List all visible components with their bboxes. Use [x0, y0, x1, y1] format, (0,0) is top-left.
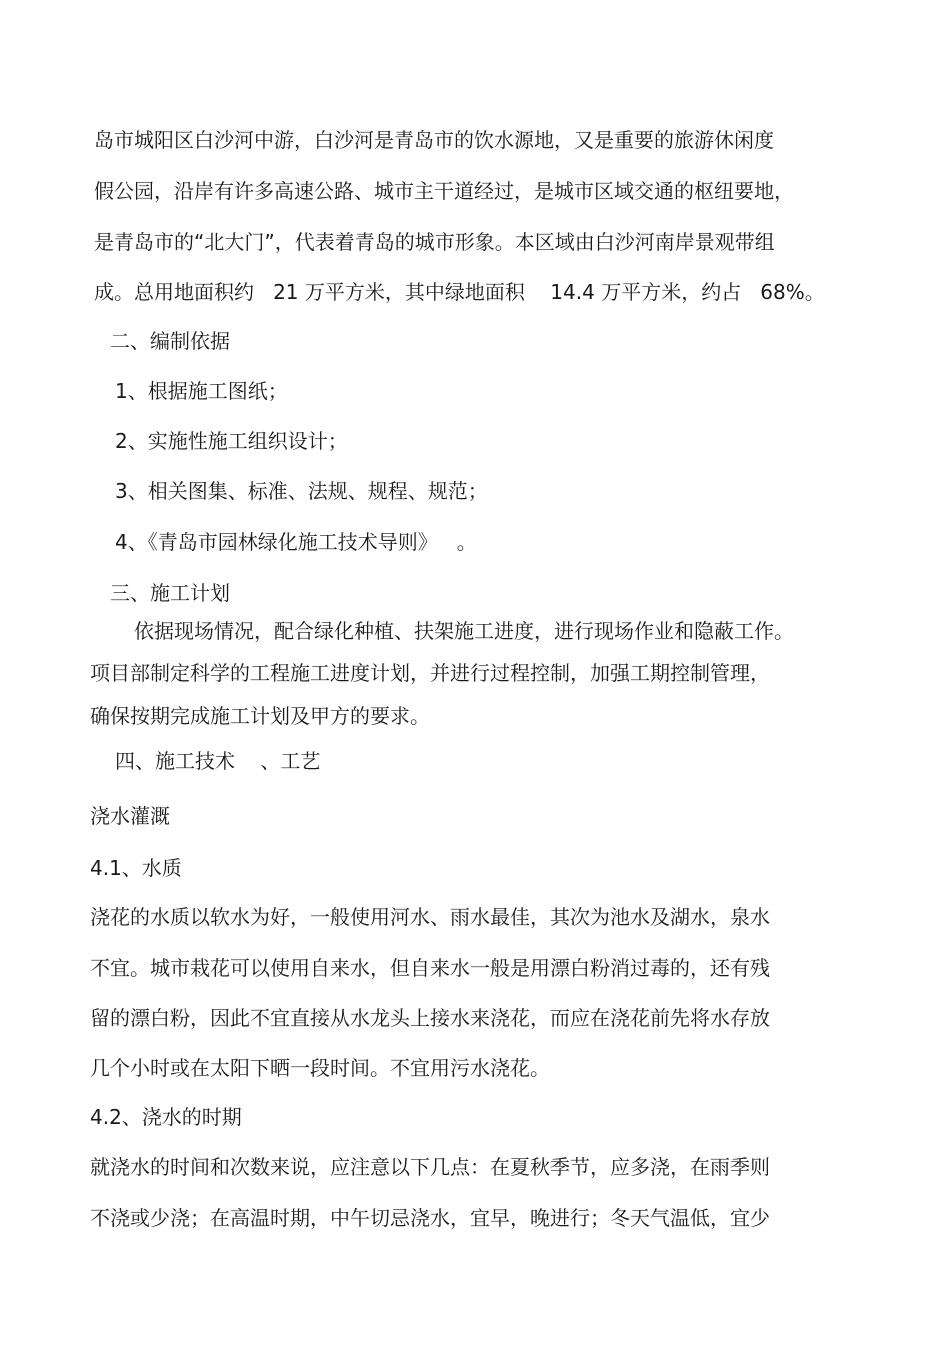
section-3-heading: 三、施工计划 [110, 581, 230, 605]
intro-line-2: 假公园，沿岸有许多高速公路、城市主干道经过，是城市区域交通的枢纽要地， [94, 179, 794, 203]
water-quality-line-3: 留的漂白粉，因此不宜直接从水龙头上接水来浇花，而应在浇花前先将水存放 [90, 1006, 770, 1030]
section-4-heading: 四、施工技术 、工艺 [115, 749, 321, 773]
watering-time-line-1: 就浇水的时间和次数来说，应注意以下几点：在夏秋季节，应多浇，在雨季则 [90, 1155, 770, 1179]
plan-line-2: 项目部制定科学的工程施工进度计划，并进行过程控制，加强工期控制管理， [90, 661, 770, 685]
basis-item-2: 2、实施性施工组织设计； [115, 429, 348, 453]
water-quality-line-4: 几个小时或在太阳下晒一段时间。不宜用污水浇花。 [90, 1056, 550, 1080]
section-4-2-title: 4.2、浇水的时期 [90, 1105, 242, 1129]
intro-line-3: 是青岛市的“北大门”，代表着青岛的城市形象。本区域由白沙河南岸景观带组 [94, 230, 775, 254]
section-4-1-title: 4.1、水质 [90, 856, 182, 880]
irrigation-subheading: 浇水灌溉 [90, 804, 170, 828]
plan-line-1: 依据现场情况，配合绿化种植、扶架施工进度，进行现场作业和隐蔽工作。 [134, 619, 794, 643]
intro-line-1: 岛市城阳区白沙河中游，白沙河是青岛市的饮水源地，又是重要的旅游休闲度 [94, 128, 774, 152]
watering-time-line-2: 不浇或少浇；在高温时期，中午切忌浇水，宜早，晚进行；冬天气温低，宜少 [90, 1206, 770, 1230]
intro-line-4: 成。总用地面积约 21 万平方米，其中绿地面积 14.4 万平方米，约占 68%。 [94, 280, 825, 304]
water-quality-line-1: 浇花的水质以软水为好，一般使用河水、雨水最佳，其次为池水及湖水，泉水 [90, 905, 770, 929]
basis-item-3: 3、相关图集、标准、法规、规程、规范； [115, 479, 488, 503]
water-quality-line-2: 不宜。城市栽花可以使用自来水，但自来水一般是用漂白粉消过毒的，还有残 [90, 956, 770, 980]
basis-item-4: 4、《青岛市园林绿化施工技术导则》 。 [115, 530, 477, 554]
plan-line-3: 确保按期完成施工计划及甲方的要求。 [90, 704, 430, 728]
basis-item-1: 1、根据施工图纸； [115, 379, 288, 403]
section-2-heading: 二、编制依据 [110, 329, 230, 353]
